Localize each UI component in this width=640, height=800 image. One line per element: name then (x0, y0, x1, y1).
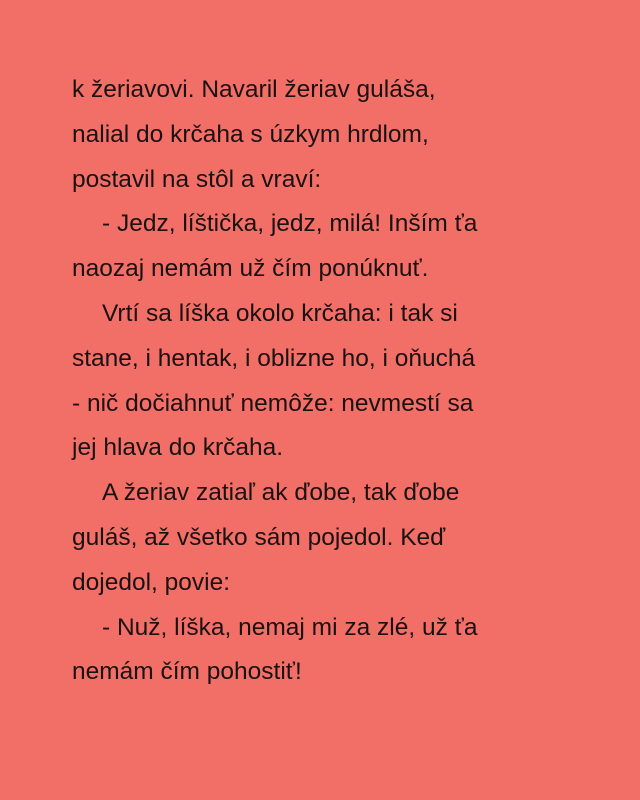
text-line: - Jedz, líštička, jedz, milá! Inším ťa (102, 210, 478, 238)
text-line: - nič dočiahnuť nemôže: nevmestí sa (72, 389, 474, 417)
text-line: dojedol, povie: (72, 568, 231, 596)
text-line: stane, i hentak, i oblizne ho, i oňuchá (72, 344, 476, 372)
text-line: k žeriavovi. Navaril žeriav guláša, (72, 76, 436, 103)
text-line: postavil na stôl a vraví: (72, 165, 322, 193)
text-line: guláš, až všetko sám pojedol. Keď (72, 523, 446, 551)
text-line: - Nuž, líška, nemaj mi za zlé, už ťa (102, 613, 478, 641)
text-line: Vrtí sa líška okolo krčaha: i tak si (102, 299, 458, 327)
text-line: jej hlava do krčaha. (72, 434, 284, 462)
story-text (72, 68, 592, 695)
text-line: naozaj nemám už čím ponúknuť. (72, 255, 429, 283)
text-line: A žeriav zatiaľ ak ďobe, tak ďobe (102, 479, 460, 507)
text-line: nemám čím pohostiť! (72, 658, 302, 686)
text-line: nalial do krčaha s úzkym hrdlom, (72, 120, 429, 148)
